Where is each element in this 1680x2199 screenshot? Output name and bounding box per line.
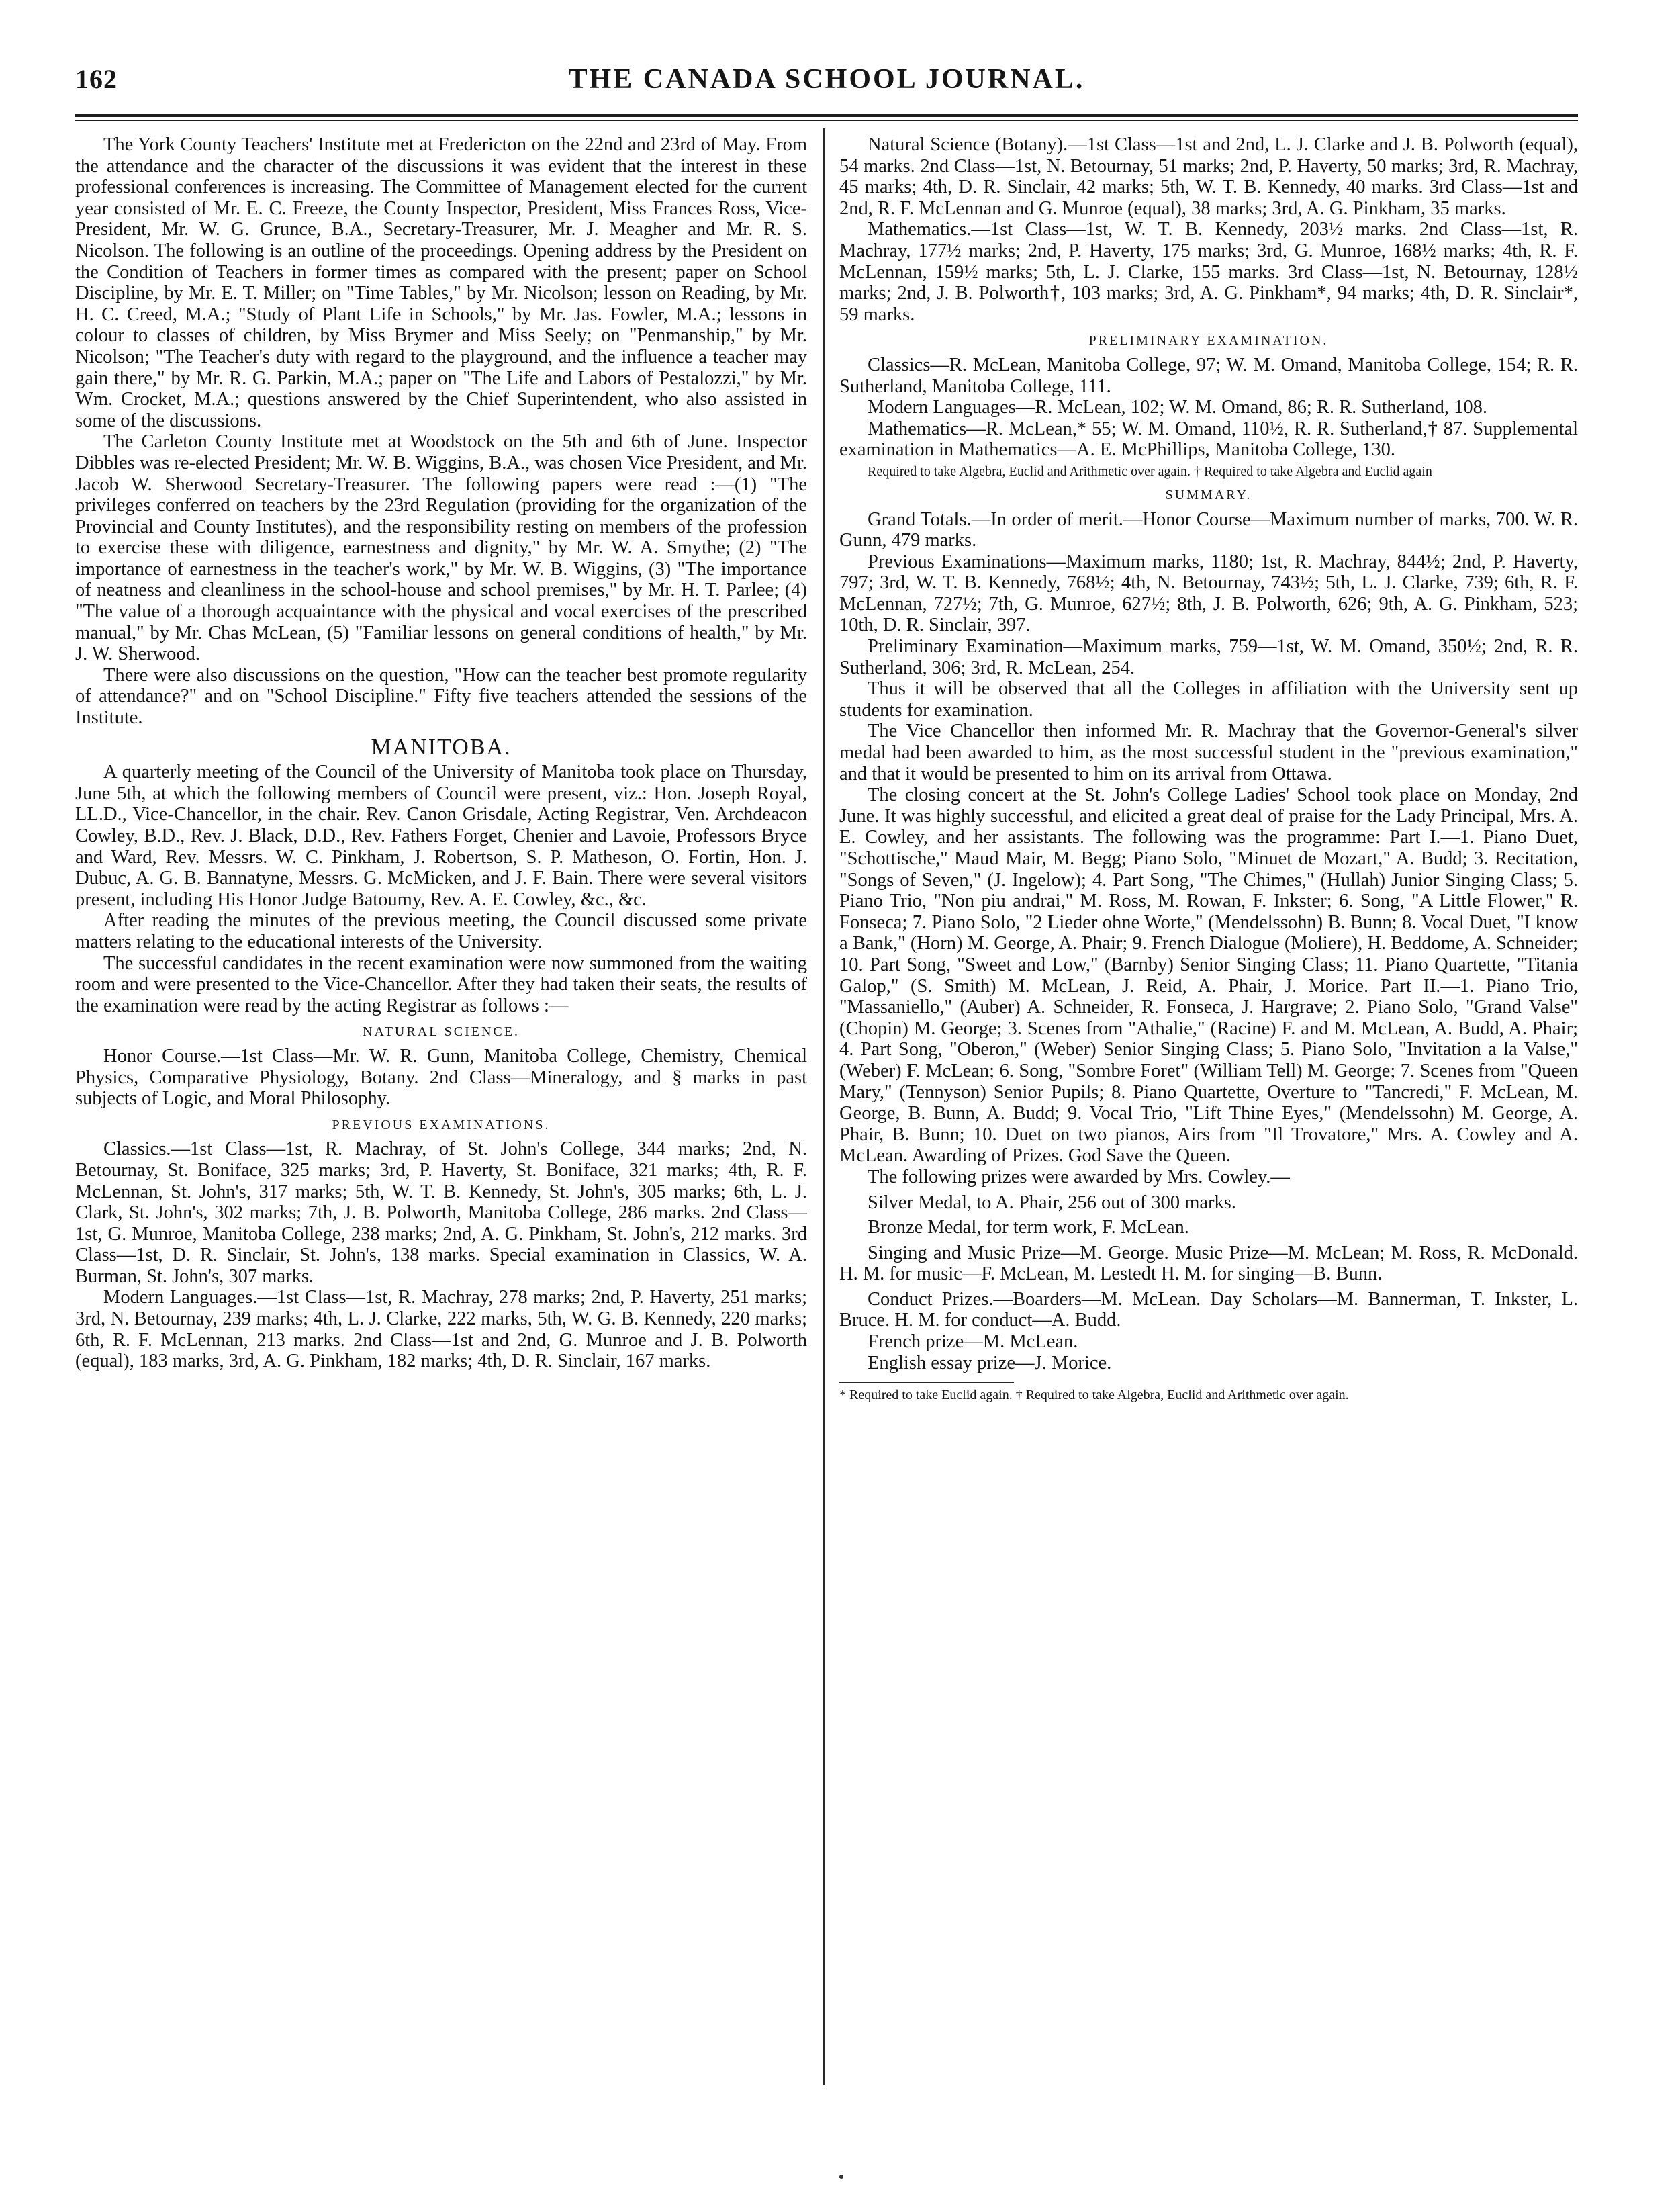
column-divider [823, 128, 825, 2085]
right-column [839, 134, 1578, 1403]
natural-science-heading: NATURAL SCIENCE. [363, 1024, 520, 1040]
classics-results-paragraph: Classics.—1st Class—1st, R. Machray, of St. John's College, 344 marks; 2nd, N. Betournay, St. Boniface, 325 marks; 3rd, P. Haverty, St. Boniface, 321 marks; 4th, R. F. McLennan, St. John's, 317 marks; 5th, W. T. B. Kennedy, St. John's, 305 marks; 6th, L. J. Clark, St. John's, 302 marks; 7th, J. B. Polworth, Manitoba College, 286 marks. 2nd Class—1st, G. Munroe, Manitoba College, 238 marks; 2nd, A. G. Pinkham, St. John's, 212 marks. 3rd Class—1st, D. R. Sinclair, St. John's, 138 marks. Special examination in Classics, W. A. Burman, St. John's, 307 marks. [75, 1138, 807, 1287]
journal-title: THE CANADA SCHOOL JOURNAL. [568, 64, 1085, 95]
grand-totals-paragraph: Grand Totals.—In order of merit.—Honor Course—Maximum number of marks, 700. W. R. Gunn, 479 marks. [839, 508, 1578, 551]
discussions-paragraph: There were also discussions on the question, "How can the teacher best promote regularity of attendance?" and on "School Discipline." Fifty five teachers attended the sessions of the Institute. [75, 664, 807, 729]
minutes-paragraph: After reading the minutes of the previous meeting, the Council discussed some private matters relating to the educational interests of the University. [75, 910, 807, 952]
silver-medal-paragraph: Silver Medal, to A. Phair, 256 out of 300 marks. [868, 1192, 1237, 1213]
council-meeting-paragraph: A quarterly meeting of the Council of the University of Manitoba took place on Thursday, June 5th, at which the following members of Council were present, viz.: Hon. Joseph Royal, LL.D., Vice-Chancellor, in the chair. Rev. Canon Grisdale, Acting Registrar, Ven. Archdeacon Cowley, B.D., Rev. J. Black, D.D., Rev. Fathers Forget, Chenier and Lavoie, Professors Bryce and Ward, Rev. Messrs. W. C. Pinkham, J. Robertson, S. P. Matheson, O. Fortin, Hon. J. Dubuc, A. G. B. Bannatyne, Messrs. G. McMicken, and J. F. Bain. There were several visitors present, including His Honor Judge Batoumy, Rev. A. E. Cowley, &c., &c. [75, 762, 807, 910]
left-column [75, 134, 807, 1372]
preliminary-footnote: Required to take Algebra, Euclid and Arithmetic over again. † Required to take Algebra and Euclid again [868, 463, 1432, 479]
preliminary-modern-languages-paragraph: Modern Languages—R. McLean, 102; W. M. Omand, 86; R. R. Sutherland, 108. [868, 397, 1487, 418]
honor-course-paragraph: Honor Course.—1st Class—Mr. W. R. Gunn, Manitoba College, Chemistry, Chemical Physics, Comparative Physiology, Botany. 2nd Class—Mineralogy, and § marks in past subjects of Logic, and Moral Philosophy. [75, 1045, 807, 1110]
botany-results-paragraph: Natural Science (Botany).—1st Class—1st and 2nd, L. J. Clarke and J. B. Polworth (equal), 54 marks. 2nd Class—1st, N. Betournay, 51 marks; 2nd, P. Haverty, 50 marks; 3rd, R. Machray, 45 marks; 4th, D. R. Sinclair, 42 marks; 5th, W. T. B. Kennedy, 40 marks. 3rd Class—1st and 2nd, R. F. McLennan and G. Munroe (equal), 38 marks; 3rd, A. G. Pinkham, 35 marks. [839, 134, 1578, 219]
preliminary-examination-heading: PRELIMINARY EXAMINATION. [1088, 333, 1329, 349]
bronze-medal-paragraph: Bronze Medal, for term work, F. McLean. [868, 1217, 1189, 1239]
carleton-institute-paragraph: The Carleton County Institute met at Woodstock on the 5th and 6th of June. Inspector Dibbles was re-elected President; Mr. W. B. Wiggins, B.A., was chosen Vice President, and Mr. Jacob W. Sherwood Secretary-Treasurer. The following papers were read :—(1) "The privileges conferred on teachers by the 23rd Regulation (providing for the organization of the Provincial and County Institutes), and the responsibility resting on members of the profession to exercise these with diligence, earnestness and dignity," by Mr. W. A. Smythe; (2) "The importance of earnestness in the teacher's work," by Mr. W. B. Wiggins, (3) "The importance of neatness and cleanliness in the school-house and school premises," by Mr. H. T. Parlee; (4) "The value of a thorough acquaintance with the physical and vocal exercises of the prescribed manual," by Mr. Chas McLean, (5) "Familiar lessons on general conditions of health," by Mr. J. W. Sherwood. [75, 431, 807, 665]
prizes-intro-paragraph: The following prizes were awarded by Mrs. Cowley.— [868, 1166, 1290, 1187]
closing-concert-paragraph: The closing concert at the St. John's College Ladies' School took place on Monday, 2nd June. It was highly successful, and elicited a great deal of praise for the Lady Principal, Mrs. A. E. Cowley, and her assistants. The following was the programme: Part I.—1. Piano Duet, "Schottische," Maud Mair, M. Begg; Piano Solo, "Minuet de Mozart," A. Budd; 3. Recitation, "Songs of Seven," (J. Ingelow); 4. Part Song, "The Chimes," (Hullah) Junior Singing Class; 5. Piano Trio, "Non piu andrai," M. Ross, M. Rowan, F. Inkster; 6. Song, "A Little Flower," R. Fonseca; 7. Piano Solo, "2 Lieder ohne Worte," (Mendelssohn) B. Bunn; 8. Vocal Duet, "I know a Bank," (Horn) M. George, A. Phair; 9. French Dialogue (Moliere), H. Beddome, A. Schneider; 10. Part Song, "Sweet and Low," (Barnby) Senior Singing Class; 11. Piano Quartette, "Titania Galop," (S. Smith) M. McLean, J. Reid, A. Phair, J. Morice. Part II.—1. Piano Trio, "Massaniello," (Auber) A. Schneider, R. Fonseca, J. Hargrave; 2. Piano Solo, "Grand Valse" (Chopin) M. George; 3. Scenes from "Athalie," (Racine) F. and M. McLean, A. Budd, A. Phair; 4. Part Song, "Oberon," (Weber) Senior Singing Class; 5. Piano Solo, "Invitation a la Valse," (Weber) F. McLean; 6. Song, "Sombre Foret" (William Tell) M. George; 7. Scenes from "Queen Mary," (Tennyson) Senior Pupils; 8. Piano Quartette, Overture to "Tancredi," F. McLean, M. George, B. Bunn, A. Budd; 9. Vocal Trio, "Lift Thine Eyes," (Mendelssohn) M. George, A. Phair, B. Bunn; 10. Duet on two pianos, Airs from "Il Trovatore," Mrs. A. Cowley and A. McLean. Awarding of Prizes. God Save the Queen. [839, 784, 1578, 1167]
page-mark [839, 2175, 843, 2179]
preliminary-examination-totals-paragraph: Preliminary Examination—Maximum marks, 759—1st, W. M. Omand, 350½; 2nd, R. R. Sutherland, 306; 3rd, R. McLean, 254. [839, 636, 1578, 678]
york-institute-paragraph: The York County Teachers' Institute met at Fredericton on the 22nd and 23rd of May. From the attendance and the character of the discussions it was evident that the interest in these professional conferences is increasing. The Committee of Management elected for the current year consisted of Mr. E. C. Freeze, the County Inspector, President, Miss Frances Ross, Vice-President, Mr. W. G. Grunce, B.A., Secretary-Treasurer, Mr. J. Meagher and Mr. R. S. Nicolson. The following is an outline of the proceedings. Opening address by the President on the Condition of Teachers in former times as compared with the present; paper on School Discipline, by Mr. E. T. Miller; on "Time Tables," by Mr. Nicolson; lesson on Reading, by Mr. H. C. Creed, M.A.; "Study of Plant Life in Schools," by Mr. Jas. Fowler, M.A.; lessons in colour to classes of children, by Miss Brymer and Miss Seely; on "Penmanship," by Mr. Nicolson; "The Teacher's duty with regard to the playground, and the influence a teacher may gain there," by Mr. R. G. Parkin, M.A.; paper on "The Life and Labors of Pestalozzi," by Mr. Wm. Crocket, M.A.; questions answered by the Chief Superintendent, who also assisted in some of the discussions. [75, 134, 807, 431]
music-prizes-paragraph: Singing and Music Prize—M. George. Music Prize—M. McLean; M. Ross, R. McDonald. H. M. for music—F. McLean, M. Lestedt H. M. for singing—B. Bunn. [839, 1242, 1578, 1285]
french-prize-paragraph: French prize—M. McLean. [868, 1331, 1078, 1353]
preliminary-mathematics-paragraph: Mathematics—R. McLean,* 55; W. M. Omand, 110½, R. R. Sutherland,† 87. Supplemental examination in Mathematics—A. E. McPhillips, Manitoba College, 130. [839, 418, 1578, 461]
page-footnote: * Required to take Euclid again. † Required to take Algebra, Euclid and Arithmetic over again. [839, 1388, 1349, 1403]
vice-chancellor-paragraph: The Vice Chancellor then informed Mr. R. Machray that the Governor-General's silver medal had been awarded to him, as the most successful student in the "previous examination," and that it would be presented to him on its arrival from Ottawa. [839, 721, 1578, 784]
conduct-prizes-paragraph: Conduct Prizes.—Boarders—M. McLean. Day Scholars—M. Bannerman, T. Inkster, L. Bruce. H. M. for conduct—A. Budd. [839, 1288, 1578, 1331]
candidates-paragraph: The successful candidates in the recent examination were now summoned from the waiting room and were presented to the Vice-Chancellor. After they had taken their seats, the results of the examination were read by the acting Registrar as follows :— [75, 952, 807, 1016]
header-rule [75, 114, 1578, 117]
modern-languages-results-paragraph: Modern Languages.—1st Class—1st, R. Machray, 278 marks; 2nd, P. Haverty, 251 marks; 3rd, N. Betournay, 239 marks; 4th, L. J. Clarke, 222 marks, 5th, W. G. B. Kennedy, 220 marks; 6th, R. F. McLennan, 213 marks. 2nd Class—1st and 2nd, G. Munroe and J. B. Polworth (equal), 183 marks, 3rd, A. G. Pinkham, 182 marks; 4th, D. R. Sinclair, 167 marks. [75, 1287, 807, 1372]
page-header [75, 62, 1578, 109]
previous-examinations-heading: PREVIOUS EXAMINATIONS. [332, 1117, 551, 1132]
header-rule-thin [75, 120, 1578, 121]
manitoba-heading: MANITOBA. [371, 734, 512, 760]
page-number: 162 [75, 64, 118, 94]
colleges-paragraph: Thus it will be observed that all the Colleges in affiliation with the University sent up students for examination. [839, 678, 1578, 721]
english-prize-paragraph: English essay prize—J. Morice. [868, 1352, 1112, 1374]
preliminary-classics-paragraph: Classics—R. McLean, Manitoba College, 97; W. M. Omand, Manitoba College, 154; R. R. Sutherland, Manitoba College, 111. [839, 354, 1578, 397]
summary-heading: SUMMARY. [1165, 487, 1252, 502]
footnote-rule [839, 1382, 1014, 1383]
previous-examinations-totals-paragraph: Previous Examinations—Maximum marks, 1180; 1st, R. Machray, 844½; 2nd, P. Haverty, 797; 3rd, W. T. B. Kennedy, 768½; 4th, N. Betournay, 743½; 5th, L. J. Clarke, 739; 6th, R. F. McLennan, 727½; 7th, G. Munroe, 627½; 8th, J. B. Polworth, 626; 9th, A. G. Pinkham, 523; 10th, D. R. Sinclair, 397. [839, 551, 1578, 636]
mathematics-results-paragraph: Mathematics.—1st Class—1st, W. T. B. Kennedy, 203½ marks. 2nd Class—1st, R. Machray, 177½ marks; 2nd, P. Haverty, 175 marks; 3rd, G. Munroe, 168½ marks; 4th, R. F. McLennan, 159½ marks; 5th, L. J. Clarke, 155 marks. 3rd Class—1st, N. Betournay, 128½ marks; 2nd, J. B. Polworth†, 103 marks; 3rd, A. G. Pinkham*, 94 marks; 4th, D. R. Sinclair*, 59 marks. [839, 219, 1578, 325]
